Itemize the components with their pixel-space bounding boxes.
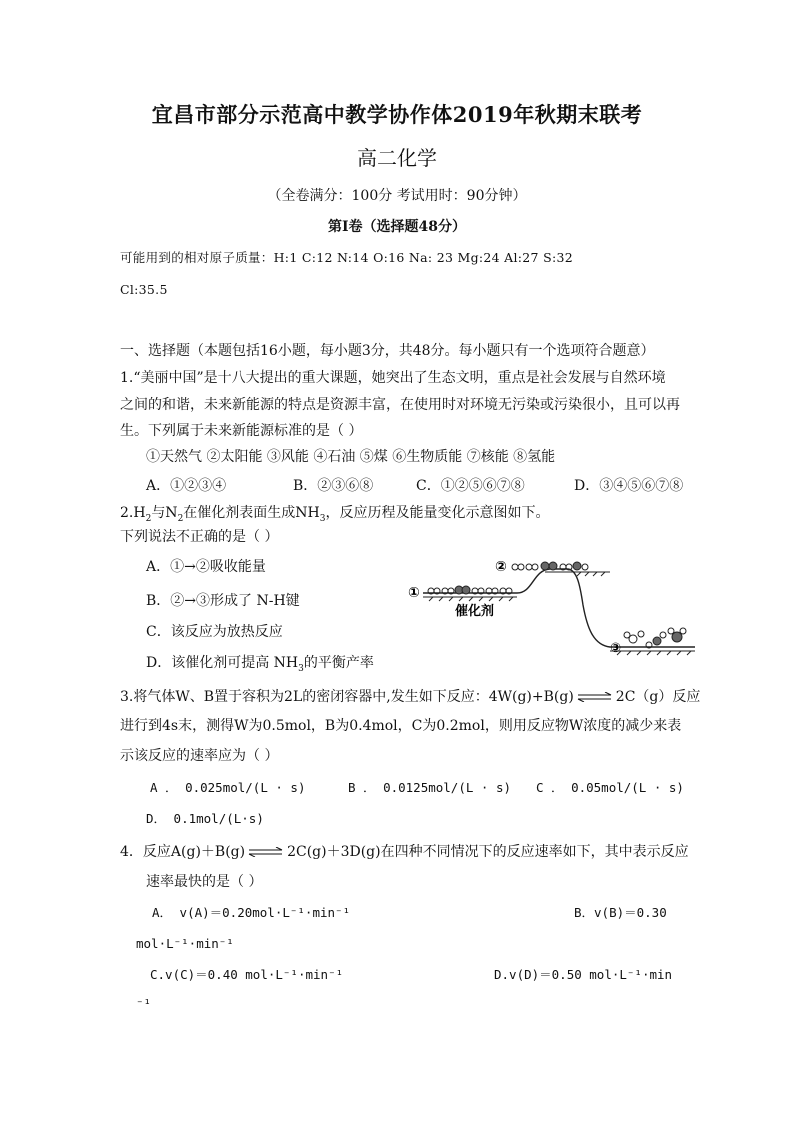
q2-option-c: C．该反应为放热反应	[146, 624, 283, 640]
q3-option-b: B ． 0.0125mol/(L · s)	[348, 780, 512, 795]
equilibrium-arrow-icon	[577, 692, 613, 702]
molecules-state-3	[624, 628, 686, 648]
q4-option-d-unit: ⁻¹	[136, 996, 152, 1011]
q3-line-1: 3.将气体W、B置于容积为2L的密闭容器中,发生如下反应：4W(g)+B(g) 2C（g）反应	[120, 689, 701, 705]
q2-line-2: 下列说法不正确的是（ ）	[120, 529, 279, 545]
q4-option-b: B．v(B)＝0.30	[574, 905, 667, 920]
section-heading: 第Ⅰ卷（选择题48分）	[327, 219, 467, 235]
q3-line-2: 进行到4s末，测得W为0.5mol，B为0.4mol，C为0.2mol，则用反应物W浓度的减少来表	[120, 718, 682, 734]
q2-line-1: $2.H_2$与$N_2$在催化剂表面生成$NH_3$，反应历程及能量变化示意图如下。	[120, 505, 550, 524]
q2-option-a: A．①→②吸收能量	[146, 559, 266, 575]
q4-option-d: D.v(D)＝0.50 mol·L⁻¹·min	[494, 967, 673, 982]
q1-option-b: B．②③⑥⑧	[293, 478, 374, 494]
q1-line-3: 生。下列属于未来新能源标准的是（ ）	[120, 423, 363, 439]
q2-option-d: D．该催化剂可提高 $NH_3$的平衡产率	[146, 655, 374, 674]
q1-line-1: 1.“美丽中国”是十八大提出的重大课题，她突出了生态文明，重点是社会发展与自然环境	[120, 370, 666, 386]
state-2-label: ②	[495, 559, 507, 575]
q4-line-1: 4．反应A(g)＋B(g) 2C(g)＋3D(g)在四种不同情况下的反应速率如下，其中表示反应	[120, 844, 689, 860]
exam-title: 宜昌市部分示范高中教学协作体2019年秋期末联考	[151, 102, 643, 127]
q1-items: ①天然气 ②太阳能 ③风能 ④石油 ⑤煤 ⑥生物质能 ⑦核能 ⑧氢能	[146, 449, 556, 465]
q4-line-2: 速率最快的是（ ）	[146, 874, 263, 890]
q4-option-b-unit: mol·L⁻¹·min⁻¹	[136, 936, 234, 951]
catalyst-label: 催化剂	[455, 604, 495, 619]
q1-option-d: D．③④⑤⑥⑦⑧	[574, 478, 684, 494]
q1-line-2: 之间的和谐，未来新能源的特点是资源丰富，在使用时对环境无污染或污染很小，且可以再	[120, 397, 680, 413]
q3-line-3: 示该反应的速率应为（ ）	[120, 748, 279, 764]
q3-option-a: A ． 0.025mol/(L · s)	[150, 780, 306, 795]
q2-option-b: B．②→③形成了 N-H键	[146, 593, 300, 609]
q3-option-d: D． 0.1mol/(L·s)	[146, 811, 264, 826]
state-3-label: ③	[610, 641, 622, 656]
part-heading: 一、选择题（本题包括16小题，每小题3分，共48分。每小题只有一个选项符合题意）	[120, 343, 655, 359]
exam-info: （全卷满分：100分 考试用时：90分钟）	[267, 188, 527, 204]
q4-option-a: A． v(A)＝0.20mol·L⁻¹·min⁻¹	[152, 905, 351, 920]
q1-option-c: C．①②⑤⑥⑦⑧	[416, 478, 525, 494]
q4-option-c: C.v(C)＝0.40 mol·L⁻¹·min⁻¹	[150, 967, 344, 982]
q1-option-a: A．①②③④	[146, 478, 227, 494]
atomic-mass-line-1: 可能用到的相对原子质量：H:1 C:12 N:14 O:16 Na: 23 Mg:24 Al:27 S:32	[120, 250, 573, 265]
equilibrium-arrow-icon	[248, 847, 284, 857]
energy-profile-diagram	[405, 555, 700, 660]
molecules-state-2	[512, 562, 588, 570]
atomic-mass-line-2: Cl:35.5	[120, 282, 168, 297]
state-1-label: ①	[408, 585, 420, 601]
subject-title: 高二化学	[357, 146, 437, 170]
q3-option-c: C ． 0.05mol/(L · s)	[536, 780, 684, 795]
